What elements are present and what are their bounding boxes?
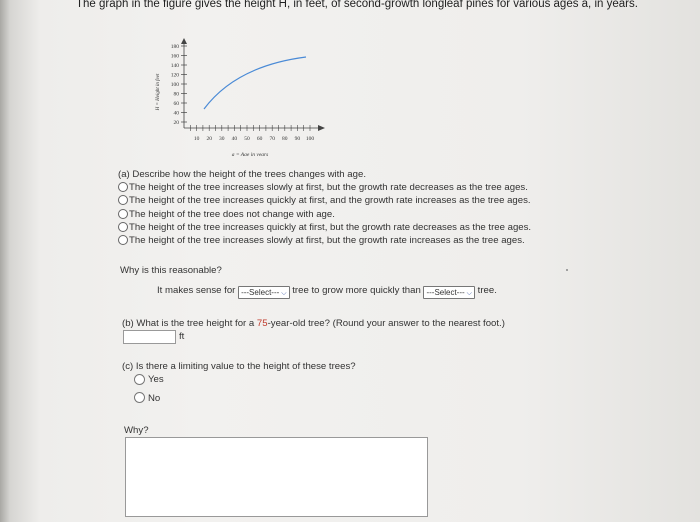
- y-tick-label: 160: [170, 53, 179, 60]
- option-2-label: The height of the tree increases quickly at first, and the growth rate increases as the tree ages.: [129, 195, 531, 206]
- y-tick-label: 180: [170, 44, 179, 50]
- option-4-radio[interactable]: [118, 222, 128, 232]
- yes-radio[interactable]: [134, 374, 145, 385]
- x-tick-label: 20: [206, 136, 212, 142]
- part-b-highlight: 75: [256, 318, 268, 329]
- y-tick-label: 20: [173, 120, 179, 126]
- why-textarea[interactable]: [125, 437, 428, 517]
- x-tick-label: 90: [294, 136, 301, 142]
- x-axis-arrow: [318, 125, 325, 131]
- x-tick-label: 10: [193, 136, 200, 142]
- y-tick-label: 80: [173, 91, 179, 98]
- part-a-option-4[interactable]: [118, 222, 531, 233]
- height-unit: ft: [179, 331, 185, 342]
- reason-text-3: tree.: [477, 285, 497, 296]
- x-tick-label: 50: [244, 136, 250, 142]
- reason-text-2: tree to grow more quickly than: [292, 285, 421, 296]
- why-label: Why?: [124, 425, 149, 436]
- x-tick-label: 60: [256, 136, 263, 142]
- x-tick-label: 30: [219, 136, 225, 142]
- option-4-label: The height of the tree increases quickly at first, but the growth rate decreases as the tree ages.: [129, 222, 532, 233]
- select-2-value: ---Select---: [426, 288, 465, 297]
- part-b-prompt: [122, 318, 505, 329]
- y-tick-label: 60: [173, 101, 179, 107]
- problem-statement: The graph in the figure gives the height H, in feet, of second-growth longleaf pines for various ages a, in years.: [76, 0, 638, 10]
- option-3-radio[interactable]: [118, 209, 128, 219]
- y-tick-label: 140: [170, 63, 179, 69]
- part-b-prompt-1: (b) What is the tree height for a: [122, 318, 257, 329]
- graph-xlabel: a = Age in years: [231, 152, 269, 156]
- option-2-radio[interactable]: [118, 195, 128, 205]
- y-tick-label: 40: [173, 110, 179, 117]
- stray-dot: [566, 269, 568, 271]
- graph-ylabel: H = Height in feet: [156, 73, 161, 111]
- option-1-label: The height of the tree increases slowly at first, but the growth rate decreases as the tree ages.: [129, 182, 528, 193]
- y-tick-label: 100: [170, 82, 179, 88]
- option-1-radio[interactable]: [118, 182, 128, 192]
- height-age-graph: [150, 36, 360, 156]
- part-a-option-5[interactable]: [118, 235, 525, 246]
- x-tick-label: 100: [305, 136, 315, 142]
- select-1-value: ---Select---: [241, 288, 280, 297]
- yes-label: Yes: [148, 374, 164, 385]
- tree-height-input[interactable]: [123, 330, 176, 344]
- y-tick-label: 120: [170, 72, 179, 79]
- reason-select-1[interactable]: [238, 286, 290, 299]
- height-curve: [204, 57, 306, 109]
- x-ticks: [190, 125, 314, 142]
- part-a-option-1[interactable]: [118, 182, 528, 193]
- reason-text-1: It makes sense for: [157, 285, 236, 296]
- part-b-prompt-2: -year-old tree? (Round your answer to the nearest foot.): [267, 318, 505, 329]
- option-3-label: The height of the tree does not change with age.: [129, 209, 335, 220]
- chevron-down-icon: ⌵: [281, 290, 287, 297]
- y-axis-arrow: [181, 38, 187, 44]
- y-ticks: [171, 44, 187, 126]
- reason-sentence: [157, 285, 497, 299]
- part-a-prompt: (a) Describe how the height of the trees changes with age.: [118, 169, 366, 180]
- part-a-option-3[interactable]: [118, 209, 335, 220]
- no-label: No: [148, 393, 161, 404]
- x-tick-label: 40: [231, 136, 238, 142]
- reason-select-2[interactable]: [423, 286, 475, 299]
- x-tick-label: 70: [269, 136, 275, 142]
- why-reasonable-label: Why is this reasonable?: [120, 265, 222, 276]
- option-5-label: The height of the tree increases slowly at first, but the growth rate increases as the tree ages.: [129, 235, 525, 246]
- chevron-down-icon: ⌵: [466, 290, 472, 297]
- part-a-option-2[interactable]: [118, 195, 531, 206]
- no-radio[interactable]: [134, 392, 145, 403]
- part-c-prompt: (c) Is there a limiting value to the height of these trees?: [122, 361, 356, 372]
- option-5-radio[interactable]: [118, 235, 128, 245]
- x-tick-label: 80: [282, 136, 288, 142]
